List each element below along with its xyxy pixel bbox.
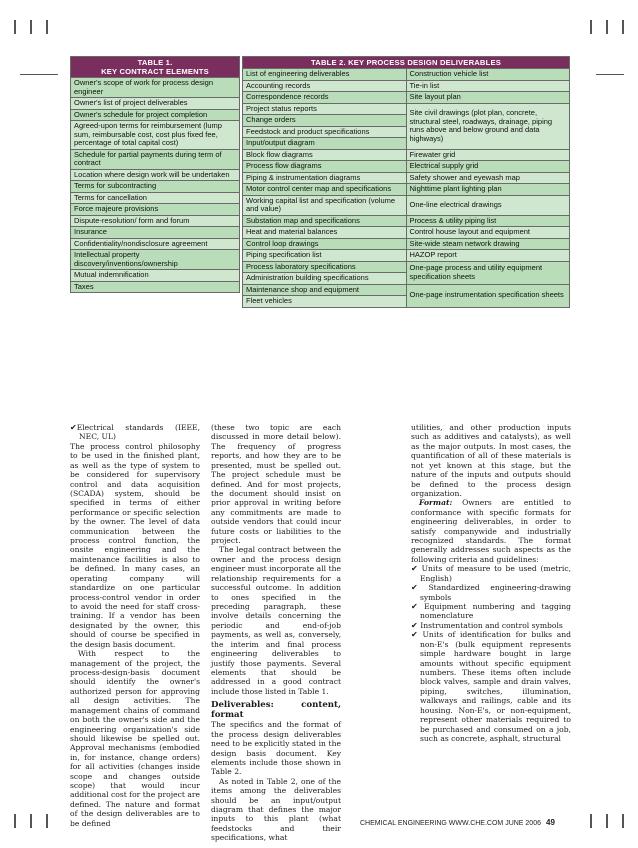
- table2-title: TABLE 2. KEY PROCESS DESIGN DELIVERABLES: [243, 57, 570, 69]
- table-cell: Accounting records: [243, 80, 407, 92]
- table-cell: Owner's scope of work for process design engineer: [71, 78, 240, 98]
- table-cell: Nighttime plant lighting plan: [406, 184, 570, 196]
- check-icon: ✔: [411, 630, 423, 640]
- table1-title: [71, 57, 240, 78]
- table-cell: Working capital list and specification (volume and value): [243, 195, 407, 215]
- paragraph-text: Owners are entitled to conformance with specific formats for engineering deliverables, in order to satisfy companywide and industrially recognized standards. The format generally addresses such aspects as the following criteria and guidelines:: [411, 498, 571, 564]
- list-item: [411, 564, 571, 583]
- table-row: [71, 238, 240, 250]
- table-cell: Schedule for partial payments during term of contract: [71, 149, 240, 169]
- crop-mark: [622, 20, 624, 34]
- table-cell: Force majeure provisions: [71, 204, 240, 216]
- table-cell: One-line electrical drawings: [406, 195, 570, 215]
- list-item: [411, 583, 571, 602]
- table-cell: Heat and material balances: [243, 227, 407, 239]
- table-row: [71, 121, 240, 150]
- table-cell: List of engineering deliverables: [243, 69, 407, 81]
- crop-mark: [20, 74, 58, 75]
- table-row: [71, 281, 240, 293]
- table-cell: Terms for subcontracting: [71, 181, 240, 193]
- table-row: [71, 192, 240, 204]
- table-cell: Block flow diagrams: [243, 149, 407, 161]
- table-row: [243, 238, 570, 250]
- table-row: [243, 284, 570, 296]
- table-row: [243, 69, 570, 81]
- table-row: [71, 250, 240, 270]
- list-item: [411, 621, 571, 630]
- table-cell: Input/output diagram: [243, 138, 407, 150]
- table-row: [243, 80, 570, 92]
- table-row: [71, 204, 240, 216]
- table-cell: Correspondence records: [243, 92, 407, 104]
- crop-mark: [590, 814, 592, 828]
- paragraph: utilities, and other production inputs such as additives and catalysts), as well as the major outputs. In most cases, the quantification of all of these materials is not yet known at this stage, but the nature of the inputs and outputs should be defined to the process design organization.: [411, 423, 571, 498]
- table-cell: HAZOP report: [406, 250, 570, 262]
- table-row: [243, 172, 570, 184]
- table-row: [243, 161, 570, 173]
- crop-mark: [14, 20, 16, 34]
- table-row: [243, 227, 570, 239]
- bullet-text: Equipment numbering and tagging nomenclature: [420, 602, 571, 621]
- table-row: [71, 109, 240, 121]
- table-cell: Insurance: [71, 227, 240, 239]
- paragraph: As noted in Table 2, one of the items among the deliverables should be an input/output diagram that defines the major inputs to this plant (what feedstocks and their specifications, what: [211, 776, 341, 843]
- text-column-2: [211, 423, 341, 843]
- table-row: [243, 184, 570, 196]
- table-cell: Substation map and specifications: [243, 215, 407, 227]
- table-key-process-design-deliverables: [242, 56, 570, 308]
- table-cell: Site-wide steam network drawing: [406, 238, 570, 250]
- table-cell: Agreed-upon terms for reimbursement (lump sum, reimbursable cost, cost plus fixed fee, percentage of total capital cost): [71, 121, 240, 150]
- crop-mark: [46, 814, 48, 828]
- table-row: [243, 149, 570, 161]
- table-row: [71, 215, 240, 227]
- table-row: [71, 227, 240, 239]
- table-cell: Piping & instrumentation diagrams: [243, 172, 407, 184]
- table-cell: Fleet vehicles: [243, 296, 407, 308]
- table-cell: Control loop drawings: [243, 238, 407, 250]
- text-column-3: [411, 423, 571, 803]
- table-cell: Firewater grid: [406, 149, 570, 161]
- table-cell: Taxes: [71, 281, 240, 293]
- table-row: [243, 250, 570, 262]
- table-row: [243, 103, 570, 115]
- table-cell: One-page process and utility equipment specification sheets: [406, 261, 570, 284]
- crop-mark: [30, 814, 32, 828]
- table-row: [71, 98, 240, 110]
- check-icon: ✔: [411, 564, 422, 574]
- table-cell: Terms for cancellation: [71, 192, 240, 204]
- paragraph: The process control philosophy to be used in the finished plant, as well as the type of system to be considered for supervisory control and data acquisition (SCADA) system, should be specified in terms of either performance or specific selection by the owner. The level of data communication between the process control function, the onsite engineering and the maintenance facilities is also to be defined. In many cases, an operating company will standardize on one particular process-control vendor in order to avoid the need for staff cross-training. If a vendor has been designated by the owner, this should of course be specified in the design basis document.: [70, 441, 200, 649]
- crop-mark: [606, 814, 608, 828]
- list-item: [411, 602, 571, 621]
- table-cell: Tie-in list: [406, 80, 570, 92]
- table-row: [243, 195, 570, 215]
- bullet-text: Standardized engineering-drawing symbols: [420, 583, 571, 602]
- table-row: [71, 169, 240, 181]
- crop-mark: [596, 74, 624, 75]
- paragraph: The legal contract between the owner and the process design engineer must incorporate all the relationship requirements for a successful outcome. In addition to ones specified in the preceding paragraph, these involve details concerning the periodic and end-of-job payments, as well as, conversely, the interim and final process engineering deliverables to justify those payments. Several elements that should be addressed in a good contract include those listed in Table 1.: [211, 545, 341, 696]
- paragraph: [411, 498, 571, 564]
- table1-title-line2: KEY CONTRACT ELEMENTS: [101, 67, 209, 76]
- bullet-text: Electrical standards (IEEE, NEC, UL): [76, 423, 200, 442]
- crop-mark: [622, 814, 624, 828]
- check-icon: ✔: [411, 583, 429, 593]
- table-cell: Piping specification list: [243, 250, 407, 262]
- bullet-text: Units of identification for bulks and non-E's (bulk equipment represents simple hardware bought in large amounts without specific equipment numbers. These items often include block valves, sample and drain valves, piping, switches, illumination, walkways and railings, cable and its housing. Non-E's, or non-equipment, represent other materials required to be purchased and consumed on a job, such as concrete, asphalt, structural: [420, 630, 571, 743]
- table-cell: Dispute-resolution/ form and forum: [71, 215, 240, 227]
- table-cell: Maintenance shop and equipment: [243, 284, 407, 296]
- table-cell: Electrical supply grid: [406, 161, 570, 173]
- table-cell: Confidentiality/nondisclosure agreement: [71, 238, 240, 250]
- check-icon: ✔: [70, 423, 77, 432]
- list-item: [70, 423, 200, 442]
- table1-title-line1: TABLE 1.: [137, 58, 173, 67]
- table-cell: Location where design work will be undertaken: [71, 169, 240, 181]
- table-cell: Intellectual property discovery/inventions/ownership: [71, 250, 240, 270]
- paragraph: With respect to the management of the project, the process-design-basis document should identify the owner's authorized person for approving all design activities. The management chains of command on both the owner's side and the engineering organization's side should likewise be spelled out. Approval mechanisms (embodied in, for instance, change orders) for all activities (changes inside scope and changes outside scope) that would incur additional cost for the project are defined. The nature and format of the design deliverables are to be defined: [70, 649, 200, 828]
- list-item: [411, 630, 571, 743]
- table-cell: Site layout plan: [406, 92, 570, 104]
- table-row: [71, 181, 240, 193]
- table-cell: One-page instrumentation specification sheets: [406, 284, 570, 307]
- table-cell: Construction vehicle list: [406, 69, 570, 81]
- footer-text: CHEMICAL ENGINEERING WWW.CHE.COM JUNE 2006: [360, 820, 541, 827]
- table-cell: Feedstock and product specifications: [243, 126, 407, 138]
- table-cell: Site civil drawings (plot plan, concrete, structural steel, roadways, drainage, piping runs above and below ground and data highways): [406, 103, 570, 149]
- paragraph: (these two topic are each discussed in more detail below). The frequency of progress reports, and how they are to be presented, must be spelled out. The project schedule must be defined. And for most projects, the document should insist on prior approval in writing before any commitments are made to outside vendors that could incur future costs or liabilities to the project.: [211, 423, 341, 546]
- table-row: [71, 270, 240, 282]
- table-cell: Motor control center map and specifications: [243, 184, 407, 196]
- bullet-text: Instrumentation and control symbols: [420, 620, 563, 630]
- bullet-text: Units of measure to be used (metric, English): [420, 564, 571, 583]
- table-cell: Change orders: [243, 115, 407, 127]
- table-row: [71, 78, 240, 98]
- table-cell: Project status reports: [243, 103, 407, 115]
- page-footer: [360, 818, 555, 827]
- table-row: [71, 149, 240, 169]
- table-cell: Process laboratory specifications: [243, 261, 407, 273]
- page-number: 49: [546, 818, 555, 827]
- table-cell: Administration building specifications: [243, 273, 407, 285]
- run-in-heading: Format:: [419, 498, 453, 508]
- table-cell: Process & utility piping list: [406, 215, 570, 227]
- check-icon: ✔: [411, 620, 421, 630]
- table-row: [243, 261, 570, 273]
- table-row: [243, 215, 570, 227]
- table-cell: Safety shower and eyewash map: [406, 172, 570, 184]
- table-cell: Process flow diagrams: [243, 161, 407, 173]
- crop-mark: [590, 20, 592, 34]
- table-key-contract-elements: [70, 56, 240, 293]
- crop-mark: [606, 20, 608, 34]
- table-cell: Mutual indemnification: [71, 270, 240, 282]
- crop-mark: [30, 20, 32, 34]
- crop-mark: [14, 814, 16, 828]
- table-row: [243, 92, 570, 104]
- crop-mark: [46, 20, 48, 34]
- paragraph: The specifics and the format of the process design deliverables need to be explicitly stated in the design basis document. Key elements include those shown in Table 2.: [211, 720, 341, 777]
- table-cell: Owner's list of project deliverables: [71, 98, 240, 110]
- section-heading: Deliverables: content, format: [211, 700, 341, 721]
- check-icon: ✔: [411, 602, 425, 612]
- text-column-1: [70, 423, 200, 828]
- table-cell: Control house layout and equipment: [406, 227, 570, 239]
- format-criteria-list: [411, 564, 571, 743]
- table-cell: Owner's schedule for project completion: [71, 109, 240, 121]
